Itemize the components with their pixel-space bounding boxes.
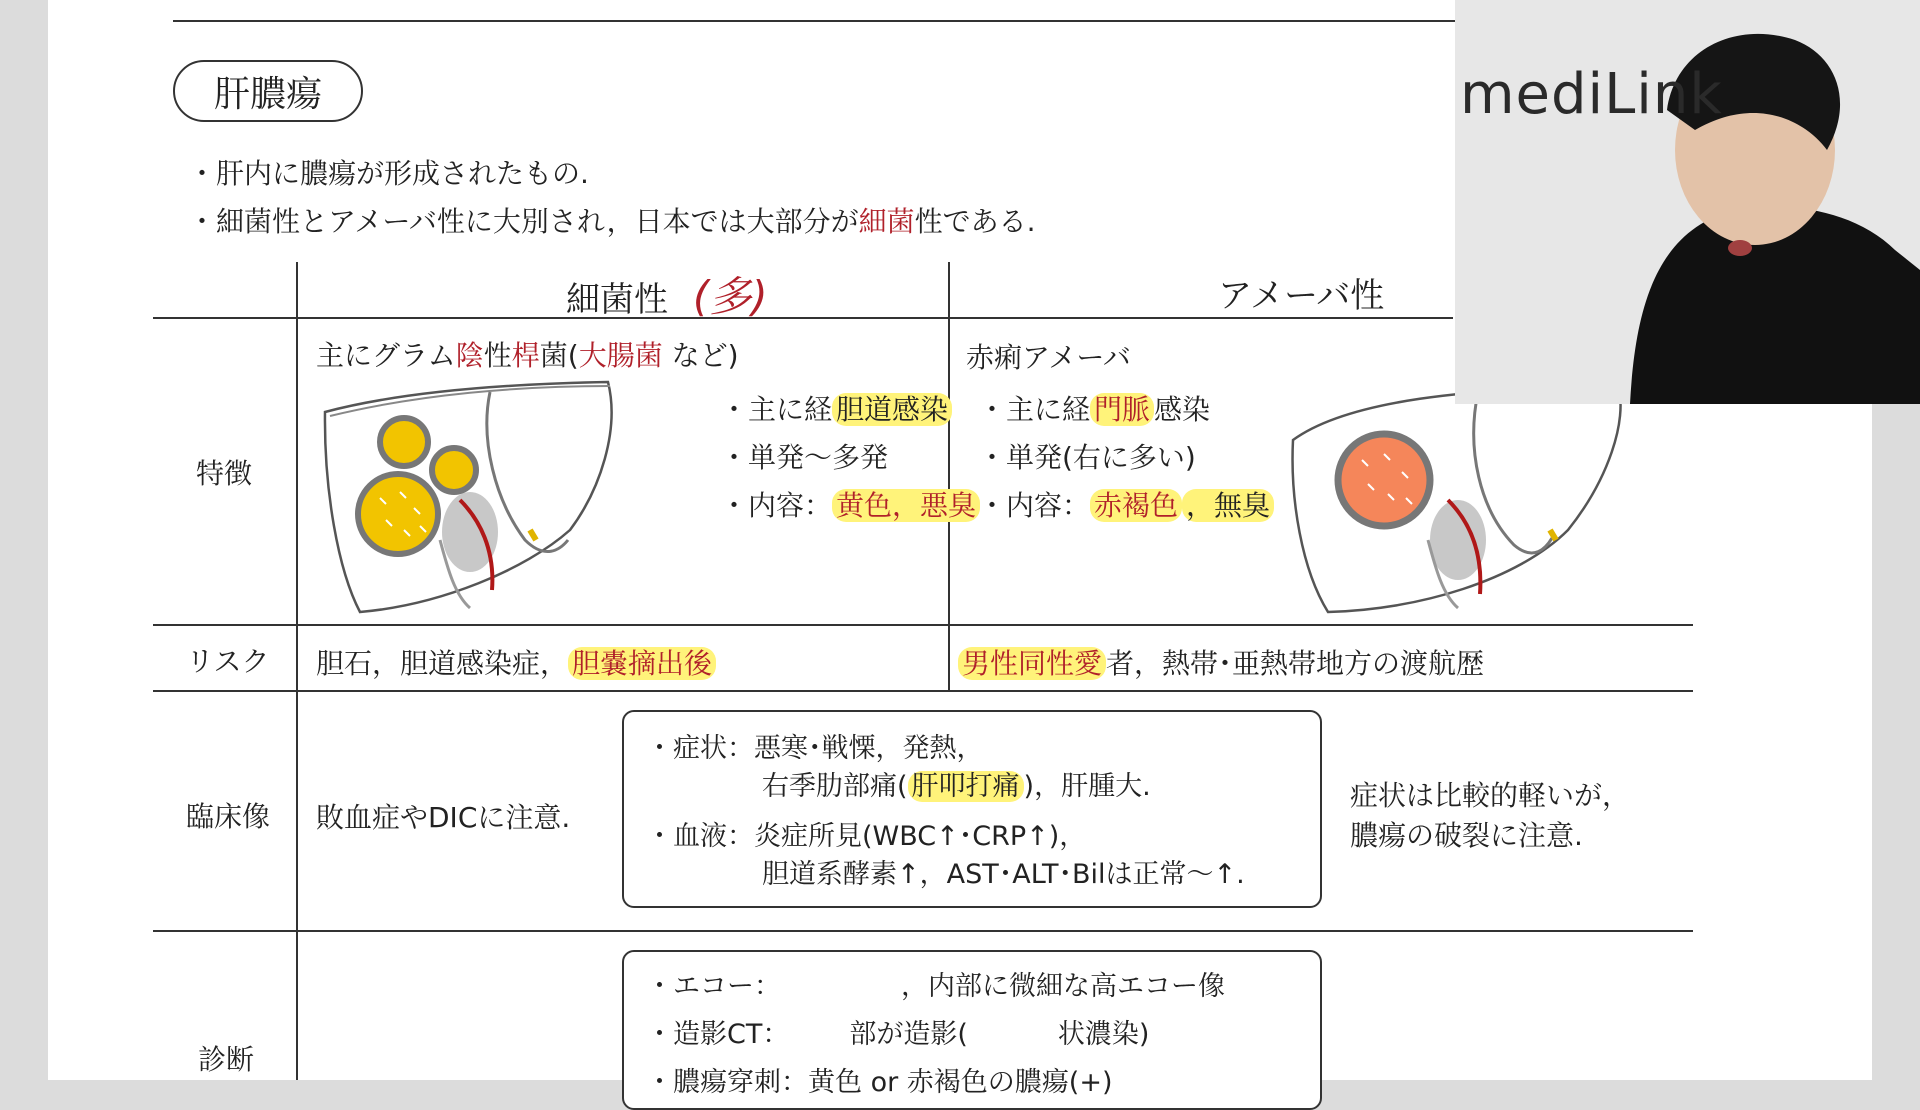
row-label-features: 特徴: [196, 457, 253, 490]
table-col-divider-1: [296, 262, 298, 1080]
diagnosis-echo: ・エコー： ，内部に微細な高エコー像: [646, 971, 1225, 1002]
table-rule-1: [153, 624, 1693, 626]
diagnosis-ct: ・造影CT： 部が造影( 状濃染): [646, 1019, 1150, 1050]
row-label-clinical: 臨床像: [186, 800, 271, 833]
table-header-rule: [153, 317, 1453, 319]
symptoms-line-1: ・症状：悪寒･戦慄，発熱，: [646, 733, 984, 764]
amoeba-count: ・単発(右に多い): [978, 441, 1196, 474]
diagnosis-puncture: ・膿瘍穿刺：黄色 or 赤褐色の膿瘍(+): [646, 1067, 1113, 1098]
brand-logo: mediLink: [1460, 62, 1723, 127]
bullet-2: ・細菌性とアメーバ性に大別され，日本では大部分が細菌性である.: [188, 205, 1036, 238]
bacterial-risk: 胆石，胆道感染症， 胆嚢摘出後: [316, 642, 716, 682]
liver-abscess-amoeba-illustration: [1288, 380, 1668, 620]
presenter-webcam: [1455, 0, 1920, 404]
presenter-silhouette: [1455, 0, 1920, 404]
bacterial-count: ・単発～多発: [720, 441, 889, 474]
clinical-findings-box: [622, 710, 1322, 908]
amoeba-risk: 男性同性愛 者，熱帯･亜熱帯地方の渡航歴: [958, 642, 1484, 682]
amoeba-clinical-line-2: 膿瘍の破裂に注意.: [1350, 819, 1583, 852]
amoeba-content: ・内容： 赤褐色 ，無臭: [978, 484, 1274, 524]
blood-line-1: ・血液：炎症所見(WBC↑･CRP↑)，: [646, 821, 1087, 852]
liver-abscess-bacterial-illustration: [320, 380, 720, 620]
amoeba-route: ・主に経 門脈 感染: [978, 393, 1211, 426]
column-header-bacterial: 細菌性 (多): [566, 272, 768, 321]
symptoms-line-2: 右季肋部痛( 肝叩打痛 )，肝腫大.: [762, 771, 1151, 802]
row-label-risk: リスク: [186, 645, 270, 678]
bullet-1: ・肝内に膿瘍が形成されたもの.: [188, 157, 589, 190]
table-rule-2: [153, 690, 1693, 692]
top-divider: [173, 20, 1503, 22]
bacterial-cause: 主にグラム陰性桿菌(大腸菌 など): [316, 339, 739, 372]
handwritten-note: (多): [692, 272, 768, 321]
bacterial-content: ・内容： 黄色，悪臭: [720, 484, 980, 524]
row-label-diagnosis: 診断: [198, 1043, 255, 1076]
amoeba-cause: 赤痢アメーバ: [966, 341, 1131, 374]
blood-line-2: 胆道系酵素↑，AST･ALT･Bilは正常～↑.: [762, 859, 1245, 890]
bacterial-route: ・主に経 胆道感染: [720, 388, 952, 428]
column-header-amoeba: アメーバ性: [1218, 276, 1385, 316]
page-title: 肝膿瘍: [173, 60, 363, 122]
bacterial-clinical-note: 敗血症やDICに注意.: [316, 801, 571, 834]
diagnosis-box: [622, 950, 1322, 1110]
amoeba-clinical-line-1: 症状は比較的軽いが，: [1350, 779, 1631, 812]
table-rule-3: [153, 930, 1693, 932]
